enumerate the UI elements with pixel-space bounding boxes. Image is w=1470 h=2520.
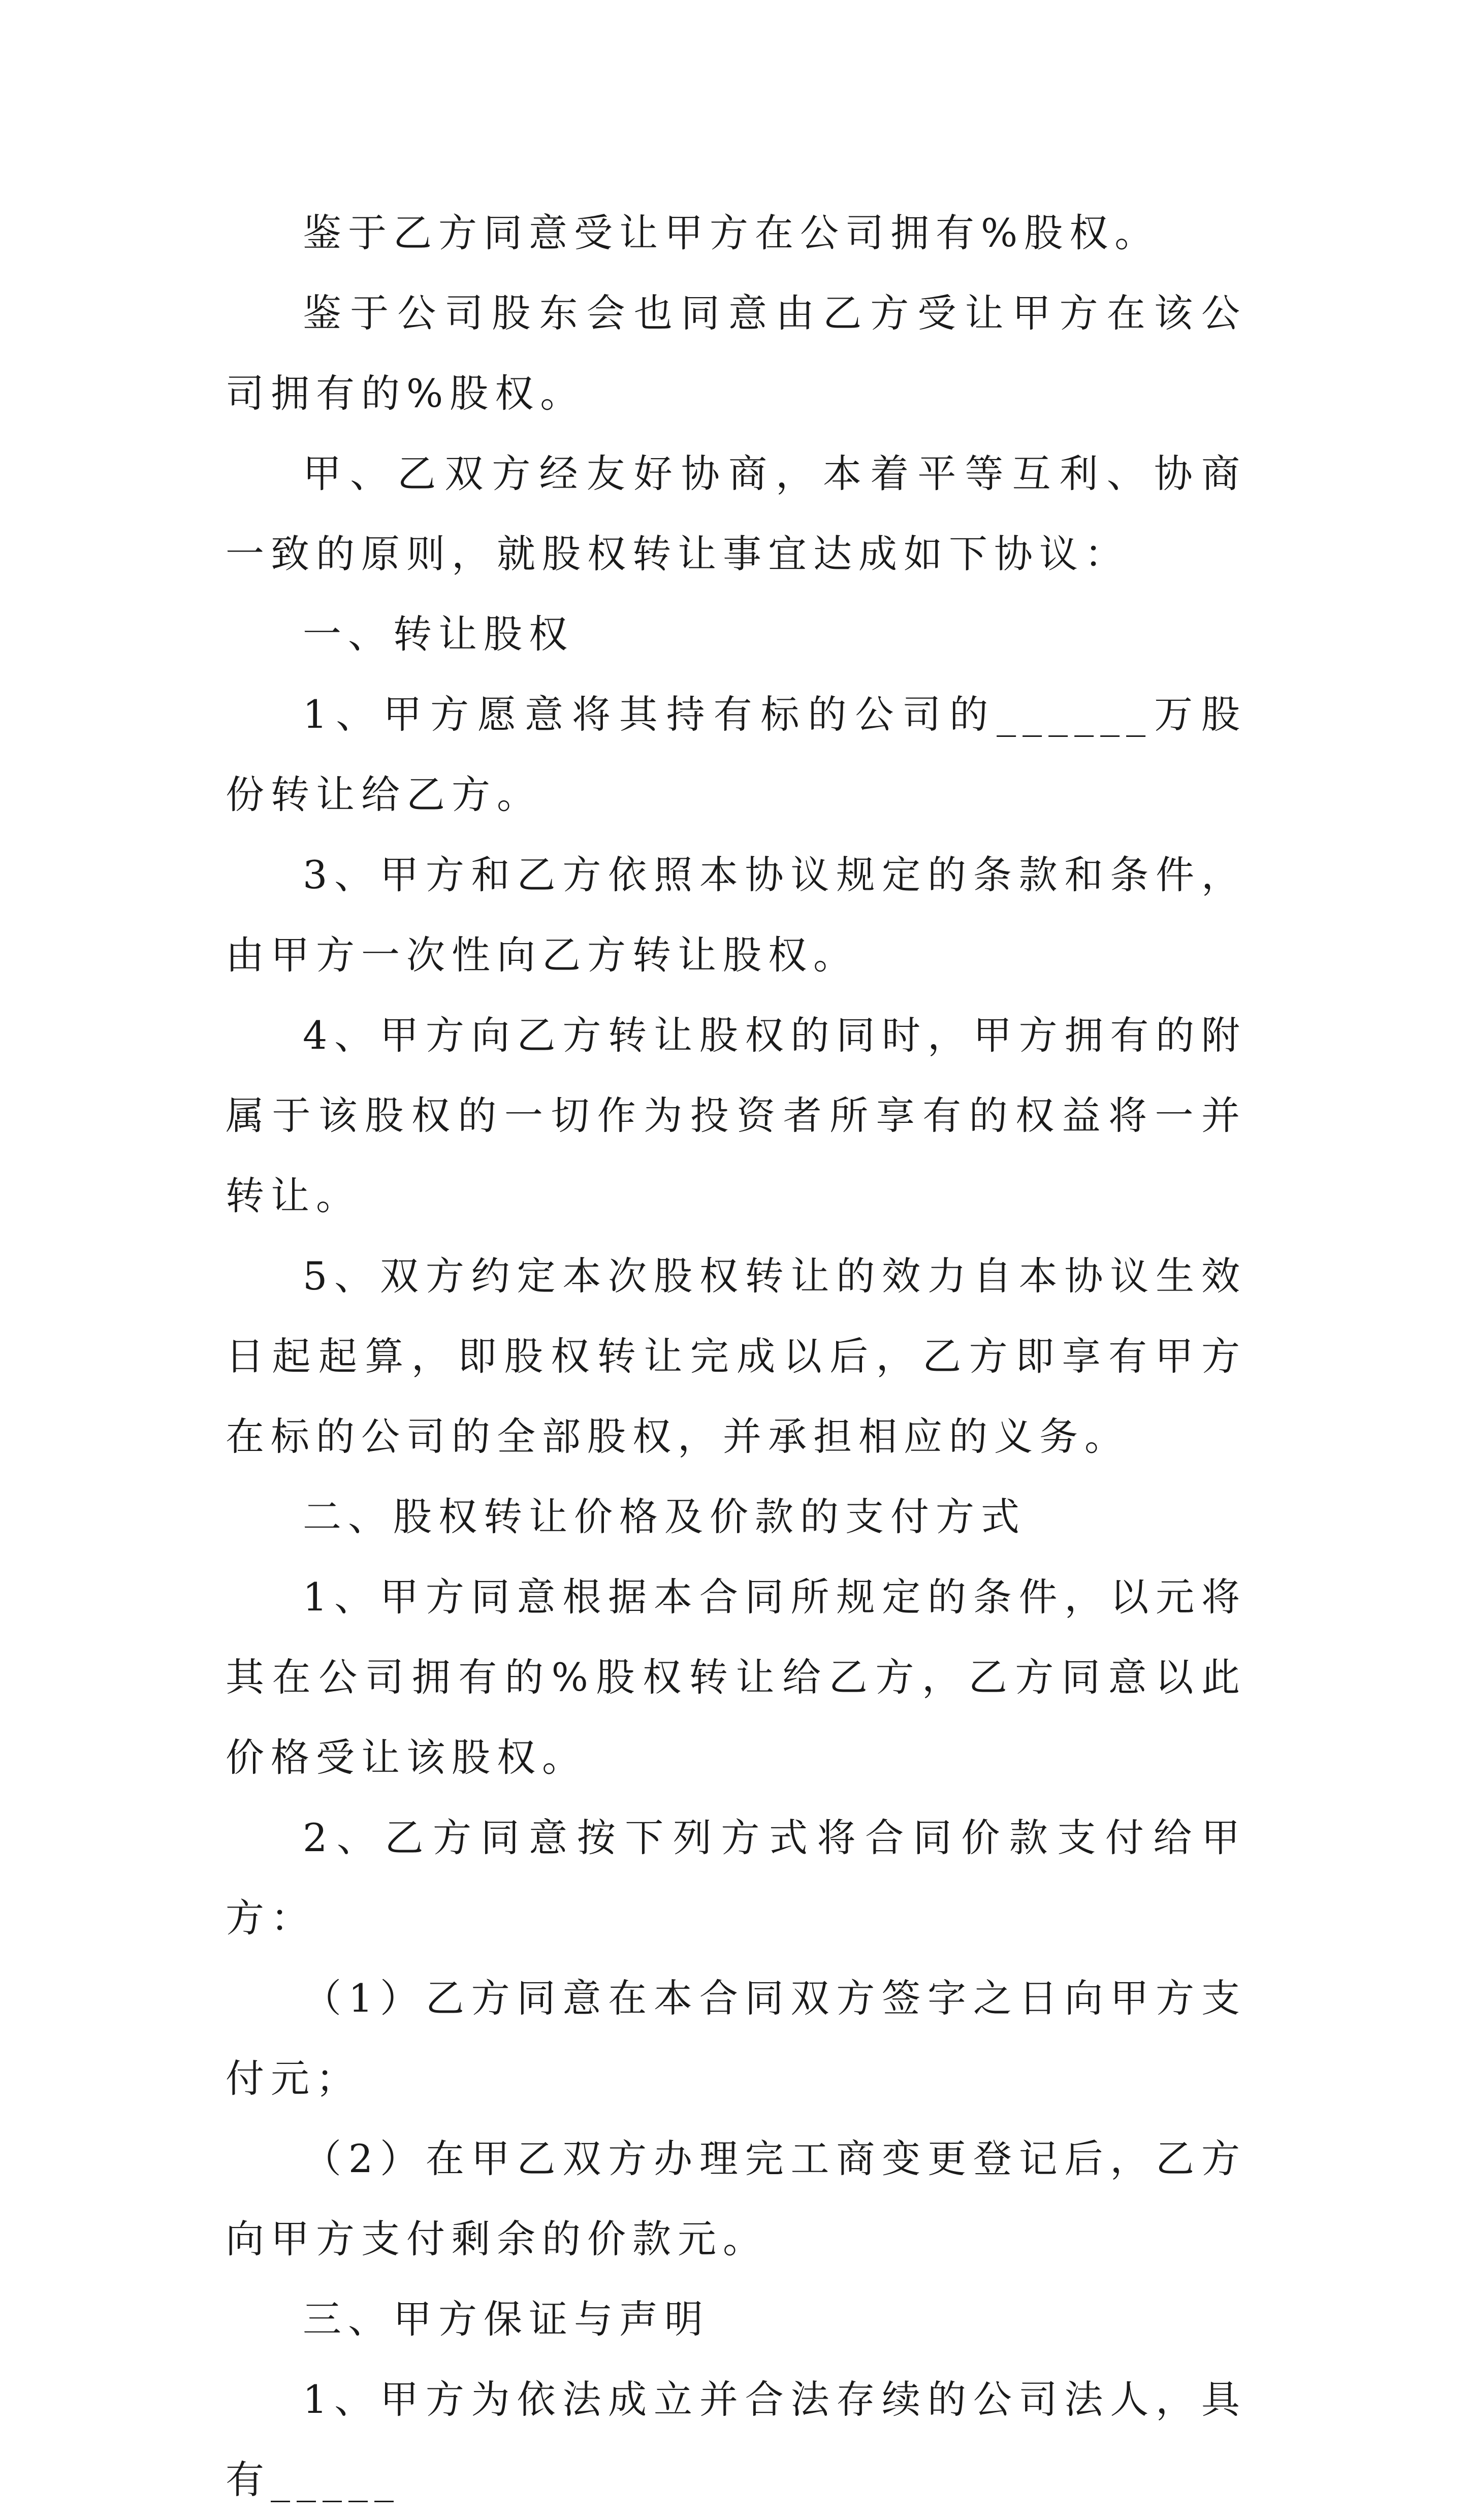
clause-3-1: 1、甲方为依法成立并合法存续的公司法人，具有_____ [226, 2377, 1247, 2502]
clause-1-3: 3、甲方和乙方依照本协议规定的条款和条件，由甲方一次性向乙方转让股权。 [226, 852, 1247, 978]
section-heading-2: 二、股权转让价格及价款的支付方式 [303, 1494, 1026, 1539]
clause-1-5: 5、双方约定本次股权转让的效力自本协议生效日起起算，即股权转让完成以后，乙方即享有甲方在标的公司的全部股权，并承担相应的义务。 [226, 1253, 1247, 1459]
paragraph-recital-3: 甲、乙双方经友好协商，本着平等互利、协商一致的原则，就股权转让事宜达成如下协议： [226, 451, 1247, 576]
document-body [226, 193, 1247, 2520]
section-heading-3: 三、甲方保证与声明 [303, 2297, 710, 2342]
clause-2-1: 1、甲方同意根据本合同所规定的条件，以元将其在公司拥有的%股权转让给乙方，乙方同意以此价格受让该股权。 [226, 1574, 1247, 1780]
clause-2-2-item-2: （2）在甲乙双方办理完工商变更登记后，乙方向甲方支付剩余的价款元。 [226, 2136, 1247, 2261]
clause-2-2-item-1: （1）乙方同意在本合同双方签字之日向甲方支付元； [226, 1976, 1247, 2101]
paragraph-recital-2: 鉴于公司股东会也同意由乙方受让甲方在该公司拥有的%股权。 [226, 290, 1247, 416]
clause-2-2: 2、乙方同意按下列方式将合同价款支付给甲方： [226, 1815, 1247, 1941]
clause-1-1: 1、甲方愿意将其持有标的公司的______万股份转让给乙方。 [226, 692, 1247, 817]
clause-1-4: 4、甲方向乙方转让股权的同时，甲方拥有的附属于该股权的一切作为投资者所享有的权益将一并转让。 [226, 1013, 1247, 1218]
section-heading-1: 一、转让股权 [303, 611, 574, 657]
paragraph-recital-1: 鉴于乙方同意受让甲方在公司拥有%股权。 [303, 210, 1160, 255]
